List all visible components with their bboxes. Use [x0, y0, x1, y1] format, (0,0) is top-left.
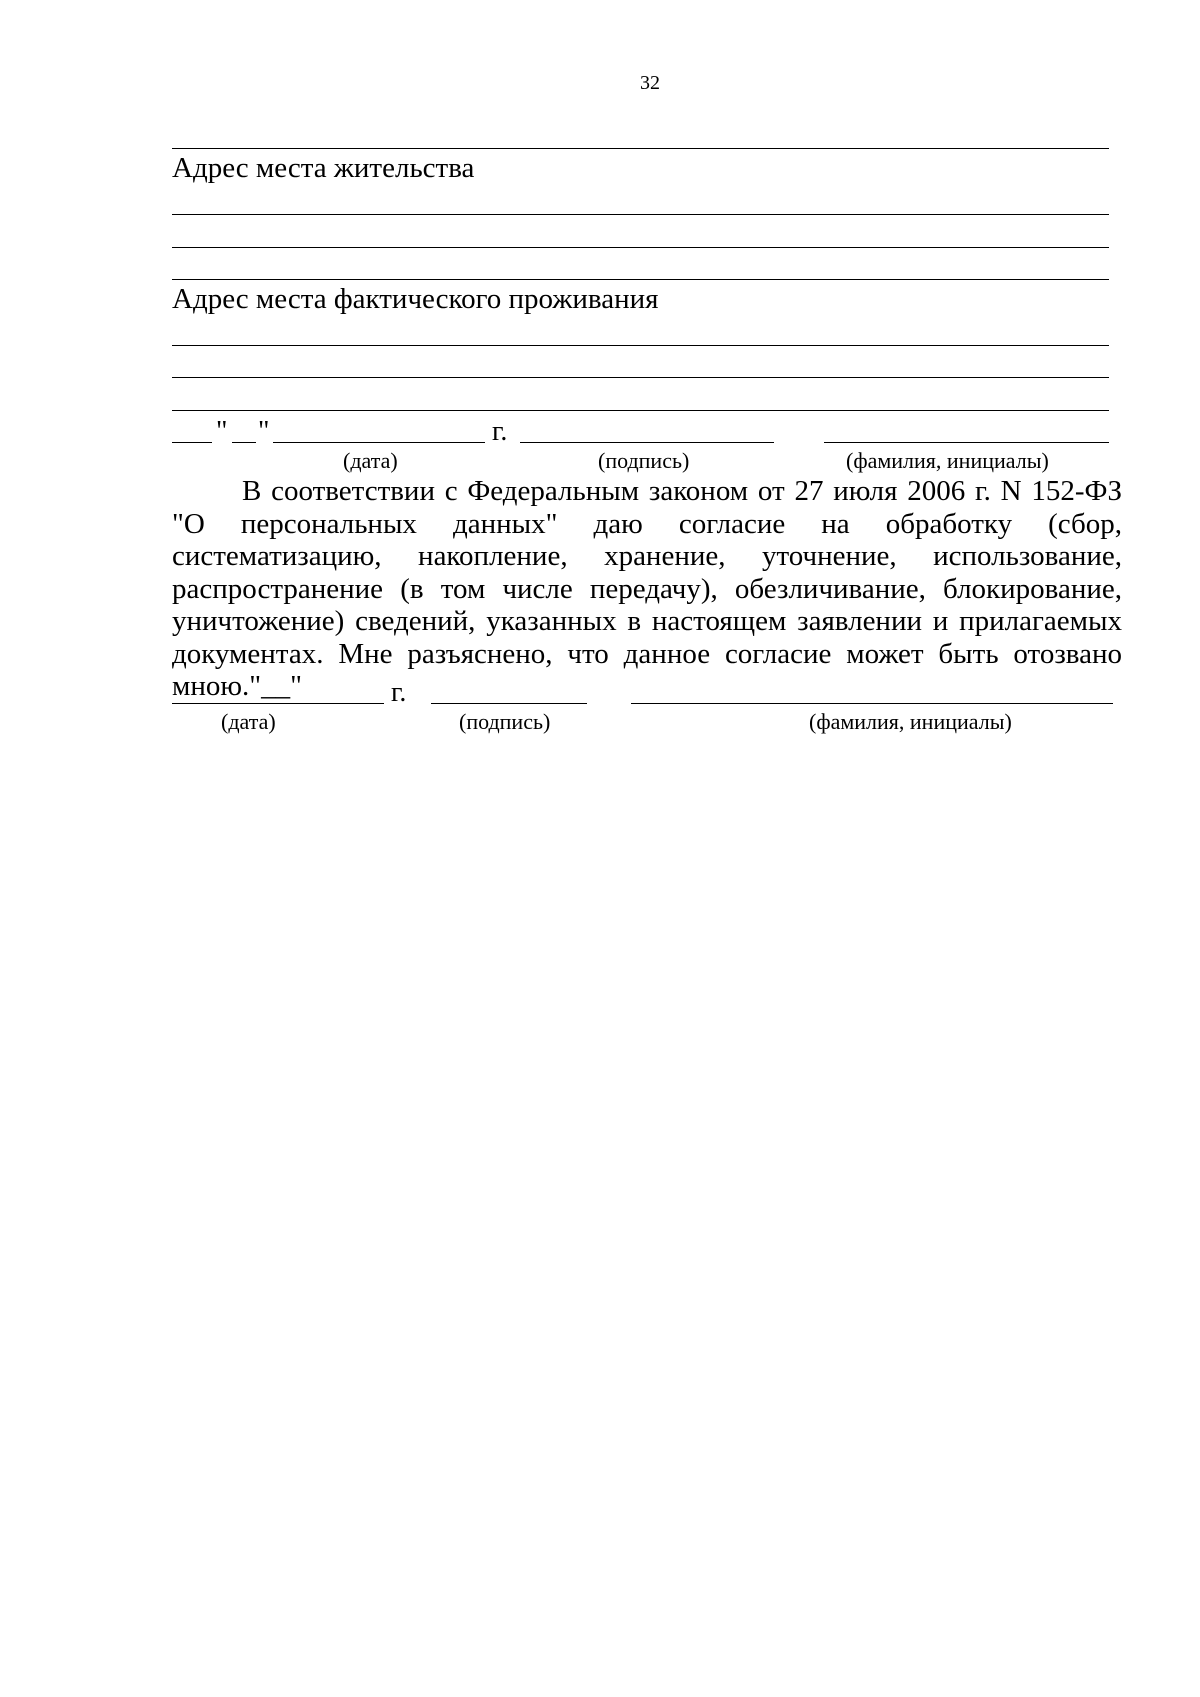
residence-address-label: Адрес места жительства: [172, 152, 475, 184]
date-day-blank[interactable]: [232, 442, 256, 443]
residence-address-line[interactable]: [172, 214, 1109, 215]
quote-close: ": [258, 416, 270, 447]
name-caption: (фамилия, инициалы): [846, 448, 1049, 473]
signature-caption: (подпись): [459, 709, 551, 734]
actual-residence-label: Адрес места фактического проживания: [172, 283, 659, 315]
residence-address-line[interactable]: [172, 247, 1109, 248]
signature-blank[interactable]: [431, 703, 587, 704]
signature-caption: (подпись): [598, 448, 690, 473]
form-line[interactable]: [172, 148, 1109, 149]
year-suffix: г.: [492, 416, 508, 447]
residence-address-line[interactable]: [172, 279, 1109, 280]
actual-residence-line[interactable]: [172, 345, 1109, 346]
actual-residence-line[interactable]: [172, 377, 1109, 378]
name-blank[interactable]: [631, 703, 1113, 704]
quote-open: ": [216, 416, 228, 447]
date-blank[interactable]: [172, 703, 384, 704]
year-suffix: г.: [391, 677, 407, 708]
date-caption: (дата): [343, 448, 398, 473]
consent-paragraph: В соответствии с Федеральным законом от 27 июля 2006 г. N 152-ФЗ "О персональных данных" даю согласие на обработку (сбор, систематизацию, накопление, хранение, уточнение, использование, распространение (в том числе передачу), обезличивание, блокирование, уничтожение) сведений, указанных в настоящем заявлении и прилагаемых документах. Мне разъяснено, что данное согласие может быть отозвано мною."__": [172, 475, 1122, 702]
signature-blank[interactable]: [520, 442, 774, 443]
date-caption: (дата): [221, 709, 276, 734]
name-blank[interactable]: [824, 442, 1109, 443]
page-number: 32: [640, 72, 660, 94]
date-month-blank[interactable]: [273, 442, 485, 443]
name-caption: (фамилия, инициалы): [809, 709, 1012, 734]
actual-residence-line[interactable]: [172, 410, 1109, 411]
date-day-blank[interactable]: [172, 442, 212, 443]
